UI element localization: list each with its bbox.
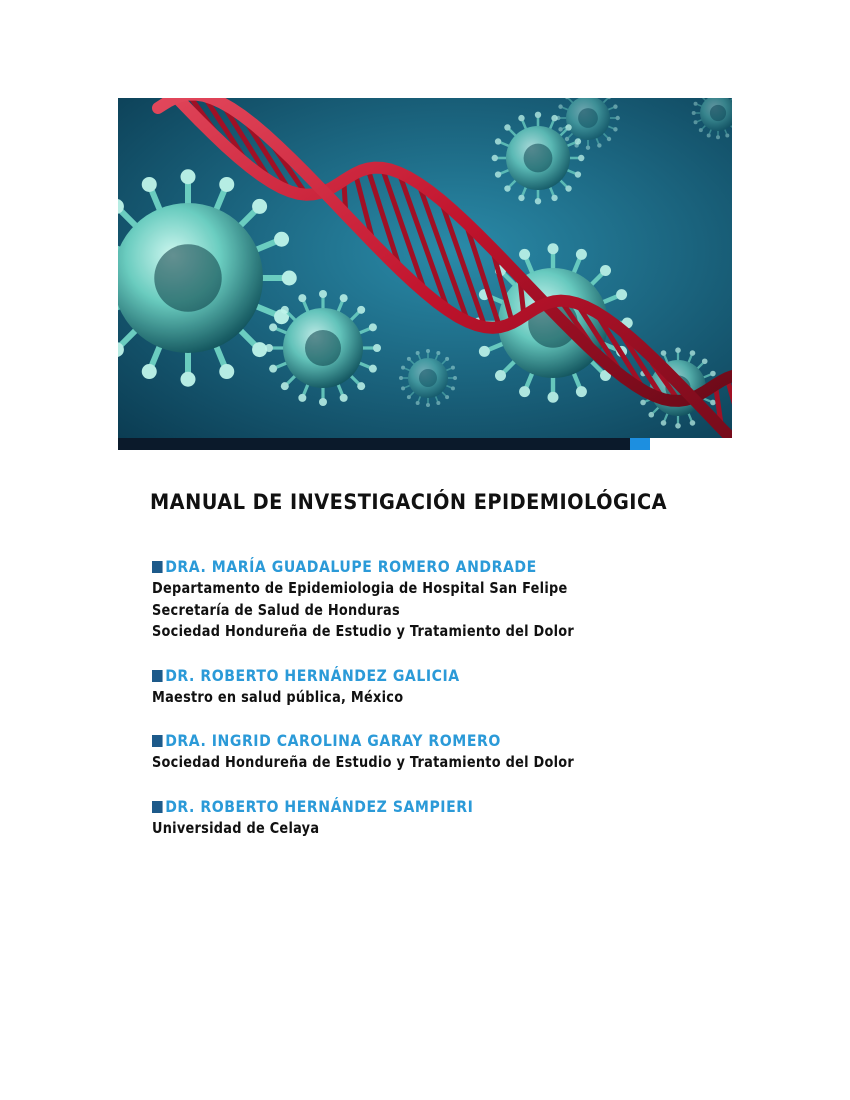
author-affiliation: Maestro en salud pública, México <box>152 687 404 706</box>
virus-shape <box>399 349 457 407</box>
cover-bar <box>118 438 732 450</box>
square-bullet-icon <box>152 561 163 573</box>
author-name-text: DR. ROBERTO HERNÁNDEZ GALICIA <box>165 665 460 685</box>
virus-shape <box>492 112 585 205</box>
author-name <box>152 730 680 752</box>
virus-shape <box>265 290 381 406</box>
author-name <box>152 556 680 578</box>
author-name <box>152 796 680 818</box>
cover-bar-tail <box>650 438 732 450</box>
author-block <box>152 665 752 709</box>
author-name <box>152 665 680 687</box>
author-affiliation: Sociedad Hondureña de Estudio y Tratamiento del Dolor <box>152 753 575 771</box>
author-affiliation: Secretaría de Salud de Honduras <box>152 600 400 619</box>
author-name-text: DRA. MARÍA GUADALUPE ROMERO ANDRADE <box>165 557 537 576</box>
square-bullet-icon <box>152 801 163 813</box>
dna-virus-illustration <box>118 98 732 438</box>
cover-bar-accent <box>630 438 650 450</box>
author-block <box>152 796 752 840</box>
author-name-text: DR. ROBERTO HERNÁNDEZ SAMPIERI <box>165 796 474 816</box>
author-affiliation: Departamento de Epidemiologia de Hospital San Felipe <box>152 579 568 597</box>
author-block <box>152 556 752 643</box>
author-affiliation: Universidad de Celaya <box>152 818 320 837</box>
author-block <box>152 730 752 774</box>
author-list <box>152 556 752 861</box>
author-name-text: DRA. INGRID CAROLINA GARAY ROMERO <box>165 731 501 750</box>
square-bullet-icon <box>152 735 163 747</box>
author-affiliation: Sociedad Hondureña de Estudio y Tratamiento del Dolor <box>152 622 575 640</box>
square-bullet-icon <box>152 670 163 682</box>
cover-image <box>118 98 732 438</box>
document-title: MANUAL DE INVESTIGACIÓN EPIDEMIOLÓGICA <box>150 490 668 514</box>
